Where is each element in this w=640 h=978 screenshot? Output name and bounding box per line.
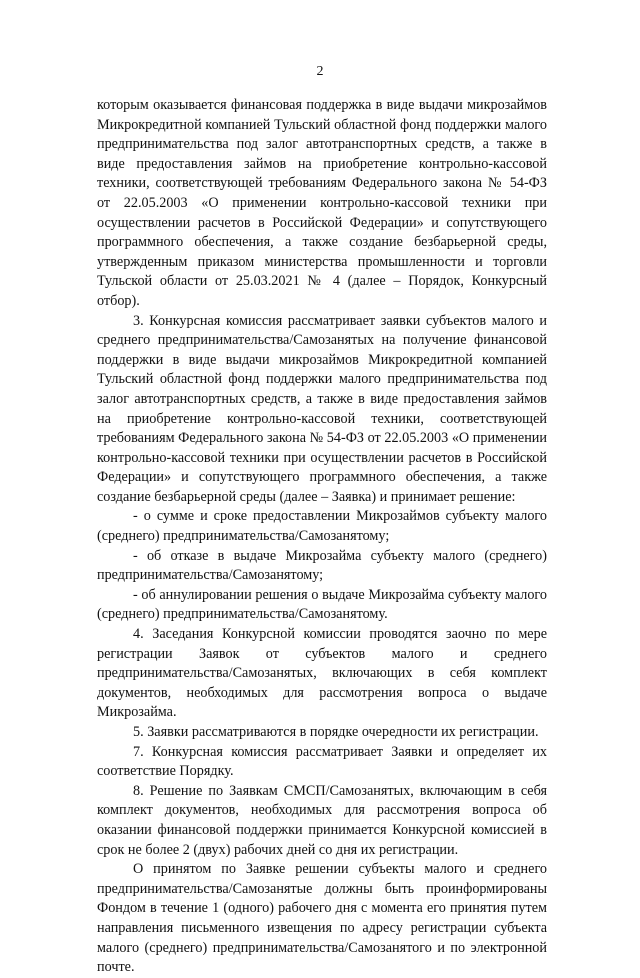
- paragraph-continuation: которым оказывается финансовая поддержка в виде выдачи микрозаймов Микрокредитной компанией Тульский областной фонд поддержки малого предпринимательства под залог автотранспортных средств, а также в виде предоставления займов на приобретение контрольно-кассовой техники, соответствующей требованиям Федерального закона № 54-ФЗ от 22.05.2003 «О применении контрольно-кассовой техники при осуществлении расчетов в Российской Федерации» и сопутствующего программного обеспечения, а также создание безбарьерной среды, утвержденным приказом министерства промышленности и торговли Тульской области от 25.03.2021 № 4 (далее – Порядок, Конкурсный отбор).: [97, 97, 547, 309]
- paragraph-item-7: 7. Конкурсная комиссия рассматривает Заявки и определяет их соответствие Порядку.: [97, 743, 547, 780]
- paragraph-item-8: 8. Решение по Заявкам СМСП/Самозанятых, включающим в себя комплект документов, необходимых для рассмотрения вопроса об оказании финансовой поддержки принимается Конкурсной комиссией в срок не более 2 (двух) рабочих дней со дня их регистрации.: [97, 782, 547, 858]
- paragraph-item-3: 3. Конкурсная комиссия рассматривает заявки субъектов малого и среднего предпринимательства/Самозанятых на получение финансовой поддержки в виде выдачи микрозаймов Микрокредитной компанией Тульский областной фонд поддержки малого предпринимательства под залог автотранспортных средств, а также в виде предоставления займов на приобретение контрольно-кассовой техники, соответствующей требованиям Федерального закона № 54-ФЗ от 22.05.2003 «О применении контрольно-кассовой техники при осуществлении расчетов в Российской Федерации» и сопутствующего программного обеспечения, а также создание безбарьерной среды (далее – Заявка) и принимает решение:: [97, 312, 547, 505]
- paragraph-decision-amount: - о сумме и сроке предоставлении Микрозаймов субъекту малого (среднего) предпринимательства/Самозанятому;: [97, 508, 547, 545]
- paragraph-decision-annulment: - об аннулировании решения о выдаче Микрозайма субъекту малого (среднего) предпринимательства/Самозанятому.: [97, 586, 547, 623]
- paragraph-notification: О принятом по Заявке решении субъекты малого и среднего предпринимательства/Самозанятые должны быть проинформированы Фондом в течение 1 (одного) рабочего дня с момента его принятия путем направления письменного извещения по адресу регистрации субъекта малого (среднего) предпринимательства/Самозанятого и по электронной почте.: [97, 861, 547, 976]
- document-body: [97, 96, 547, 978]
- page-number: 2: [316, 64, 324, 79]
- paragraph-decision-refusal: - об отказе в выдаче Микрозайма субъекту малого (среднего) предпринимательства/Самозанятому;: [97, 547, 547, 584]
- paragraph-item-5: 5. Заявки рассматриваются в порядке очередности их регистрации.: [133, 724, 539, 740]
- paragraph-item-4: 4. Заседания Конкурсной комиссии проводятся заочно по мере регистрации Заявок от субъектов малого и среднего предпринимательства/Самозанятых, включающих в себя комплект документов, необходимых для рассмотрения вопроса о выдаче Микрозайма.: [97, 626, 547, 721]
